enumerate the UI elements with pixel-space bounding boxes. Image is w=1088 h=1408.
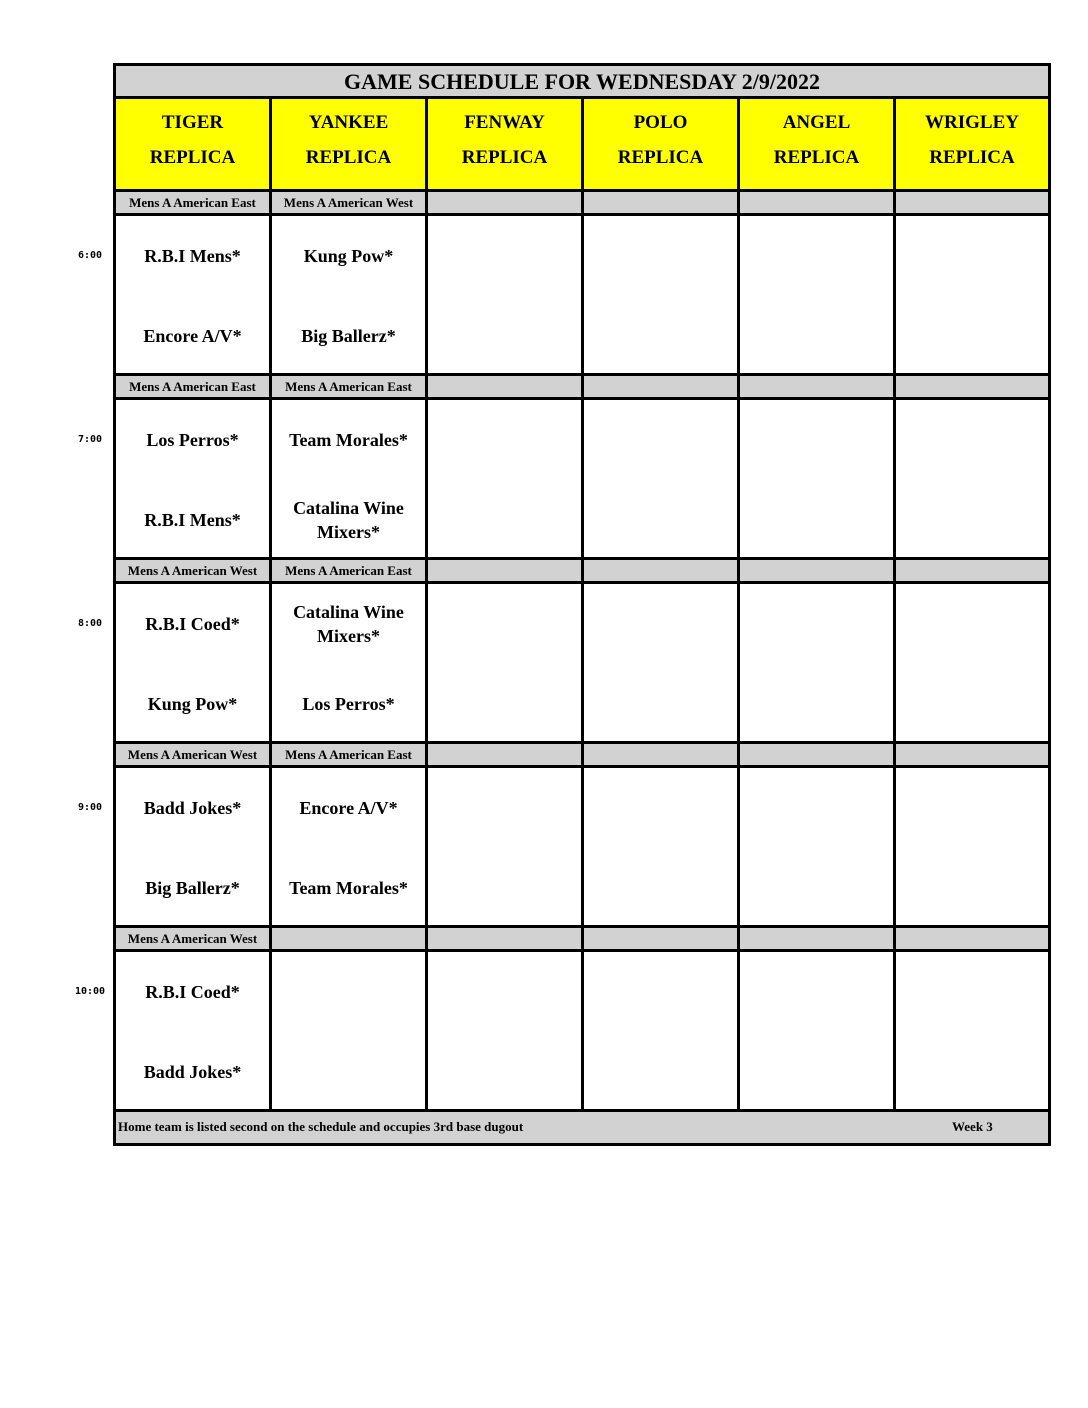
division-label: Mens A American East: [272, 560, 428, 584]
field-name: TIGER: [161, 112, 224, 133]
division-label: [740, 192, 896, 216]
visiting-team: R.B.I Coed*: [145, 982, 240, 1002]
home-team: Team Morales*: [289, 878, 408, 898]
division-label: [896, 744, 1048, 768]
home-team: R.B.I Mens*: [144, 510, 241, 530]
game-cell: [428, 952, 584, 1112]
home-team: Big Ballerz*: [145, 878, 240, 898]
game-cell: [584, 400, 740, 560]
time-label: 6:00: [77, 250, 103, 261]
game-cell: [116, 216, 272, 376]
field-subtitle: REPLICA: [305, 147, 392, 168]
week-label: Week 3: [952, 1119, 993, 1134]
division-label: Mens A American West: [116, 928, 272, 952]
division-label: [584, 560, 740, 584]
game-cell: [740, 584, 896, 744]
division-label: [584, 376, 740, 400]
visiting-team: Badd Jokes*: [143, 798, 242, 818]
division-label: [584, 744, 740, 768]
division-label: [896, 560, 1048, 584]
field-header-2: [428, 99, 584, 192]
division-label: [584, 192, 740, 216]
division-label: [428, 560, 584, 584]
game-cell: [896, 584, 1048, 744]
schedule-sheet: [113, 63, 1051, 1146]
game-cell: [272, 952, 428, 1112]
division-label: Mens A American West: [116, 744, 272, 768]
game-cell: [584, 584, 740, 744]
field-name: WRIGLEY: [925, 112, 1019, 133]
game-cell: [740, 216, 896, 376]
visiting-team: Los Perros*: [146, 430, 239, 450]
home-team-note: Home team is listed second on the schedule and occupies 3rd base dugout: [118, 1119, 524, 1134]
division-label: Mens A American West: [272, 192, 428, 216]
home-team: Los Perros*: [302, 694, 395, 714]
division-label: Mens A American East: [272, 744, 428, 768]
division-label: Mens A American East: [116, 192, 272, 216]
division-label: [896, 192, 1048, 216]
game-cell: [116, 400, 272, 560]
game-cell: [584, 952, 740, 1112]
game-cell: [116, 768, 272, 928]
division-label: [428, 376, 584, 400]
schedule-footer: [116, 1113, 1048, 1143]
game-cell: [740, 400, 896, 560]
schedule-title: GAME SCHEDULE FOR WEDNESDAY 2/9/2022: [116, 66, 1048, 99]
field-name: YANKEE: [308, 112, 389, 133]
division-label: [272, 928, 428, 952]
field-subtitle: REPLICA: [617, 147, 704, 168]
game-cell: [428, 400, 584, 560]
game-cell: [272, 216, 428, 376]
division-label: Mens A American East: [272, 376, 428, 400]
visiting-team: Encore A/V*: [299, 798, 398, 818]
division-label: [428, 928, 584, 952]
game-cell: [272, 400, 428, 560]
division-label: [428, 192, 584, 216]
game-cell: [584, 216, 740, 376]
game-cell: [896, 768, 1048, 928]
field-subtitle: REPLICA: [149, 147, 236, 168]
game-cell: [428, 768, 584, 928]
time-label: 10:00: [74, 986, 106, 997]
game-cell: [896, 952, 1048, 1112]
time-label: 9:00: [77, 802, 103, 813]
home-team: Badd Jokes*: [143, 1062, 242, 1082]
home-team: Big Ballerz*: [301, 326, 396, 346]
division-label: [428, 744, 584, 768]
visiting-team: R.B.I Coed*: [145, 614, 240, 634]
field-subtitle: REPLICA: [773, 147, 860, 168]
division-label: [584, 928, 740, 952]
visiting-team: Kung Pow*: [303, 246, 394, 266]
game-cell: [896, 216, 1048, 376]
division-label: [740, 928, 896, 952]
division-label: [740, 560, 896, 584]
visiting-team: Catalina Wine Mixers*: [293, 602, 404, 646]
division-label: [740, 376, 896, 400]
division-label: [896, 376, 1048, 400]
home-team: Encore A/V*: [143, 326, 242, 346]
division-label: [740, 744, 896, 768]
field-header-5: [896, 99, 1048, 192]
field-header-4: [740, 99, 896, 192]
game-cell: [896, 400, 1048, 560]
game-cell: [272, 768, 428, 928]
game-cell: [116, 584, 272, 744]
field-name: POLO: [633, 112, 688, 133]
field-name: FENWAY: [464, 112, 545, 133]
field-subtitle: REPLICA: [929, 147, 1015, 168]
visiting-team: R.B.I Mens*: [144, 246, 241, 266]
field-header-1: [272, 99, 428, 192]
game-cell: [428, 216, 584, 376]
field-subtitle: REPLICA: [461, 147, 548, 168]
game-cell: [584, 768, 740, 928]
game-cell: [740, 952, 896, 1112]
visiting-team: Team Morales*: [289, 430, 408, 450]
game-cell: [428, 584, 584, 744]
game-cell: [116, 952, 272, 1112]
time-label: 8:00: [77, 618, 103, 629]
field-name: ANGEL: [782, 112, 851, 133]
field-header-0: [116, 99, 272, 192]
game-cell: [740, 768, 896, 928]
time-label: 7:00: [77, 434, 103, 445]
home-team: Kung Pow*: [147, 694, 238, 714]
field-header-3: [584, 99, 740, 192]
game-cell: [272, 584, 428, 744]
home-team: Catalina Wine Mixers*: [293, 498, 404, 542]
division-label: Mens A American West: [116, 560, 272, 584]
division-label: Mens A American East: [116, 376, 272, 400]
division-label: [896, 928, 1048, 952]
